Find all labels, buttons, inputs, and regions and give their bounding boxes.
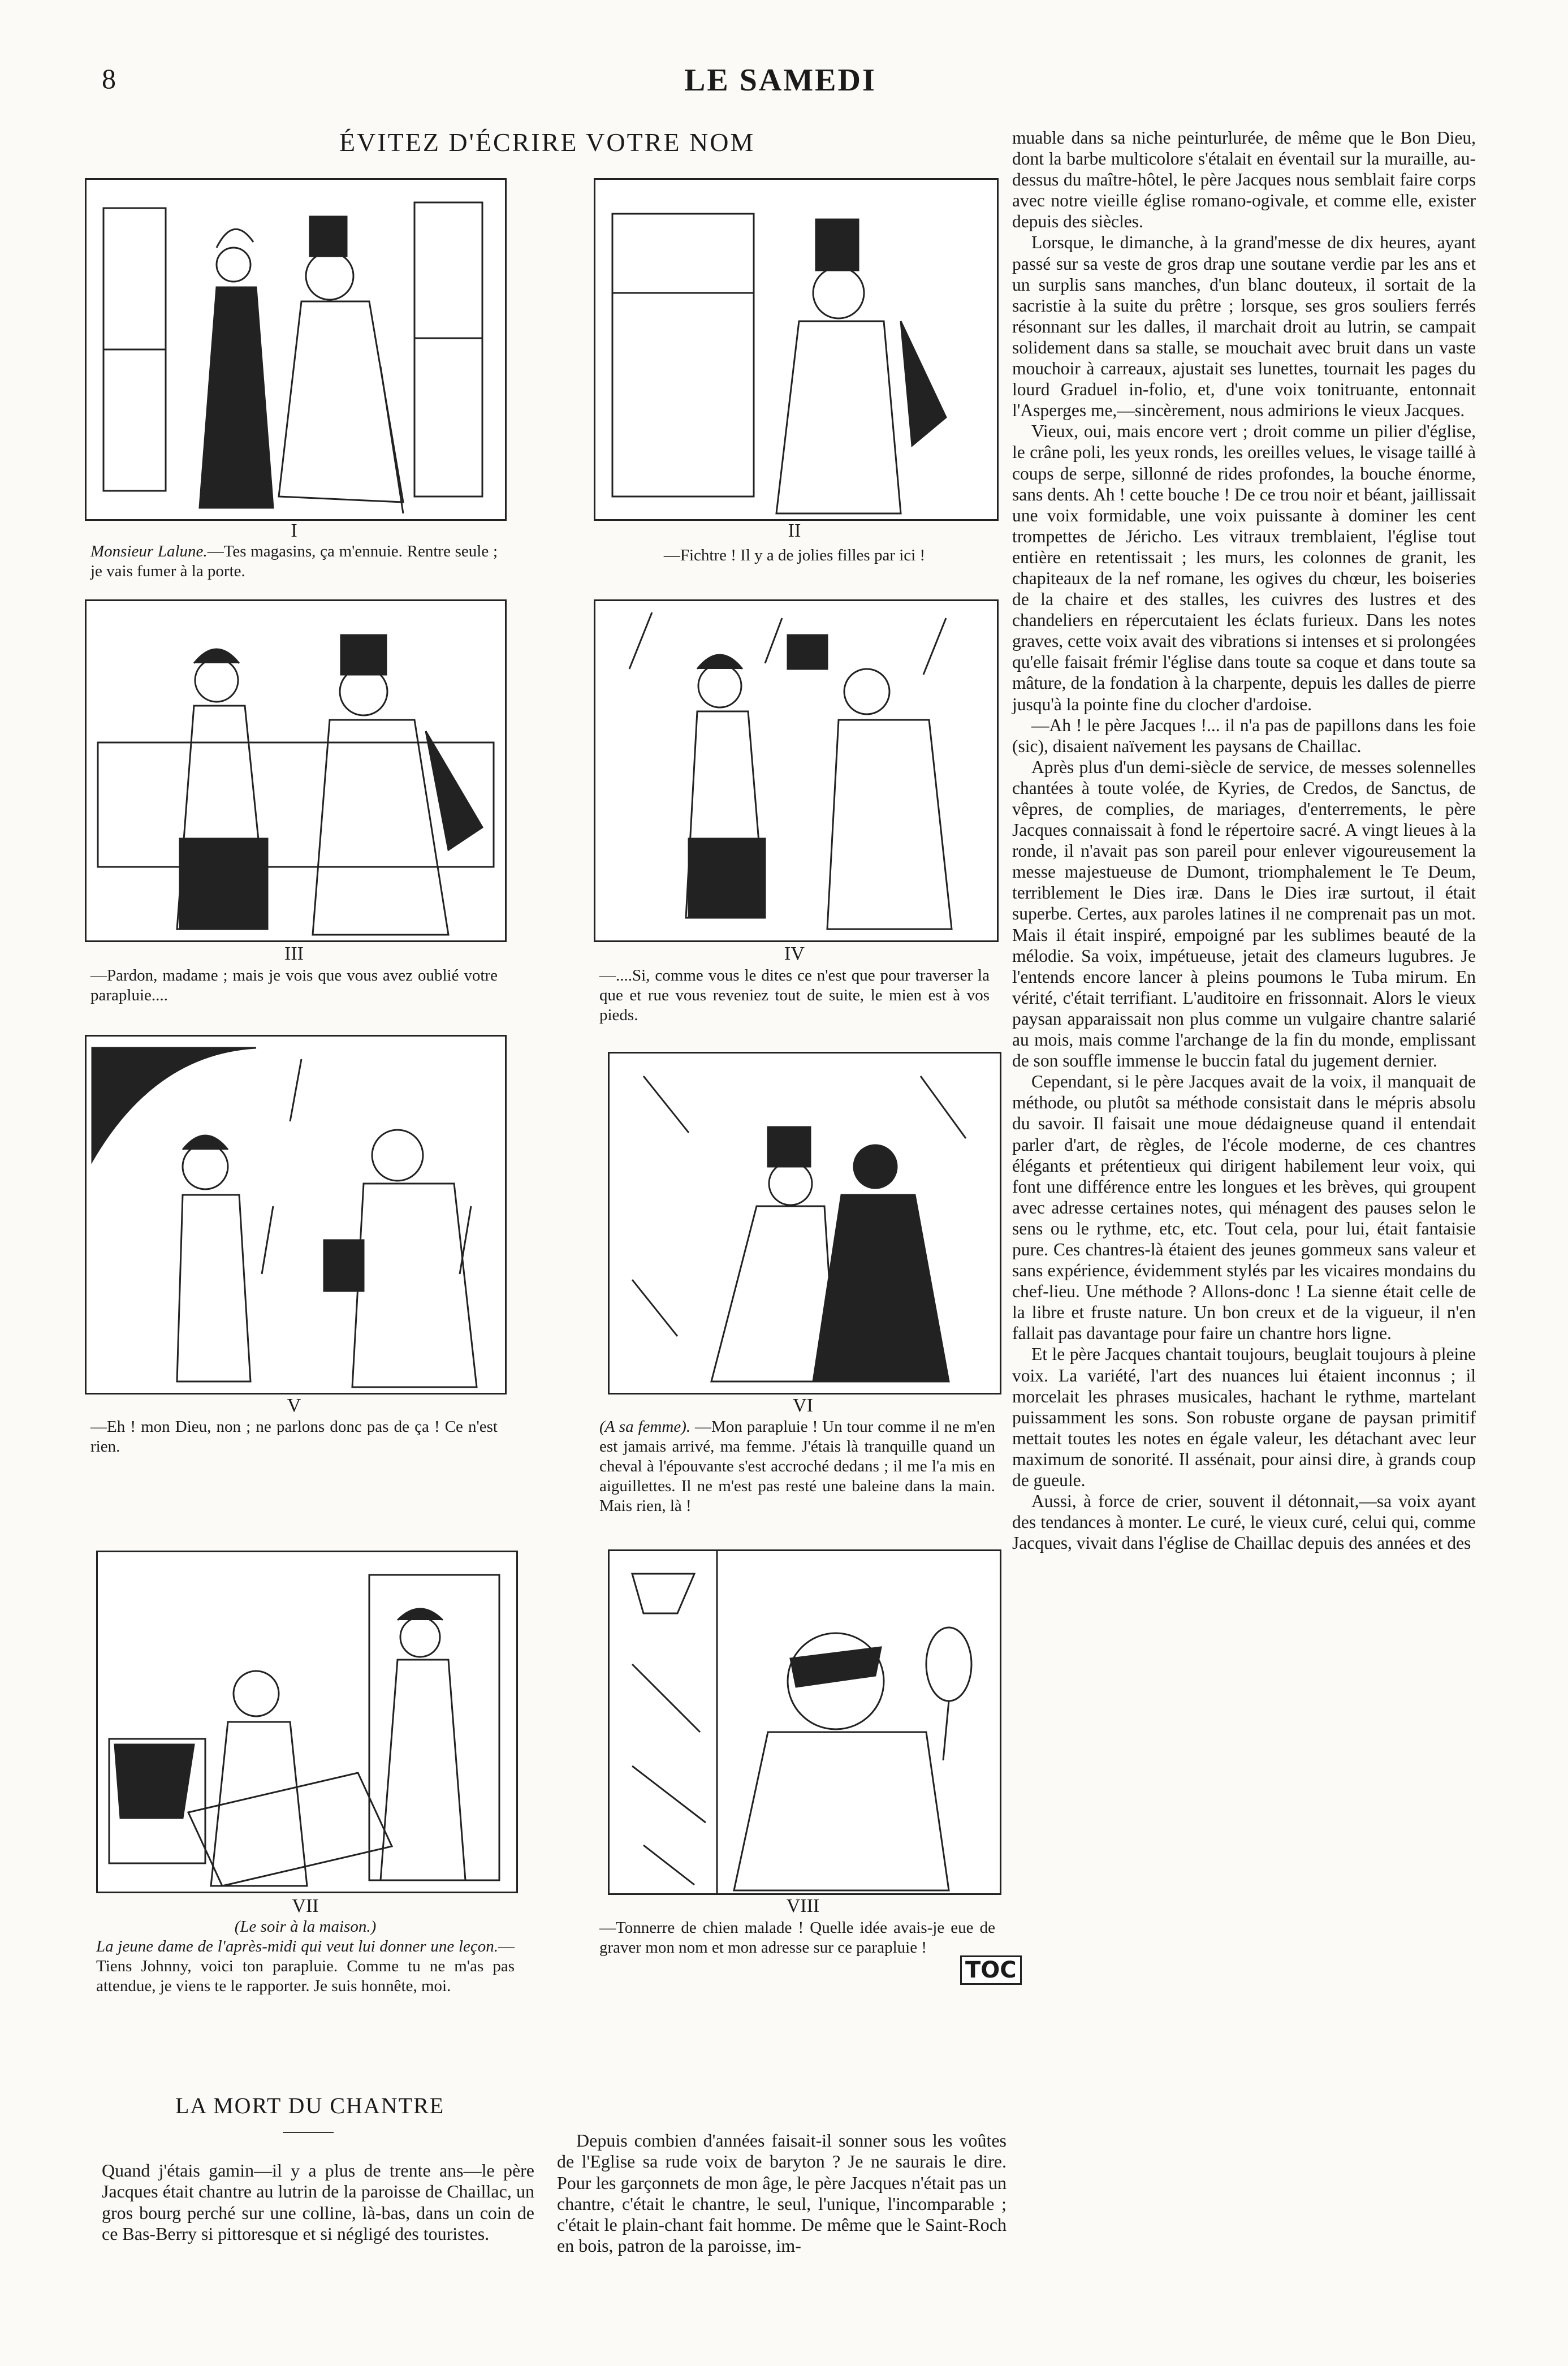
panel-caption: —Fichtre ! Il y a de jolies filles par ici ! bbox=[663, 546, 926, 564]
panel-caption: —Eh ! mon Dieu, non ; ne parlons donc pas de ça ! Ce n'est rien. bbox=[90, 1418, 498, 1456]
comic-panel-2 bbox=[594, 178, 999, 521]
illustration-street-couple bbox=[87, 180, 505, 519]
panel-numeral: I bbox=[291, 520, 297, 541]
illustration-rain-greeting bbox=[595, 601, 997, 940]
panel-numeral: VI bbox=[793, 1395, 813, 1416]
panel-caption: —Tonnerre de chien malade ! Quelle idée avais-je eue de graver mon nom et mon adresse sur ce parapluie ! bbox=[599, 1919, 995, 1957]
comic-panel-4 bbox=[594, 599, 999, 942]
article-column-2 bbox=[557, 2130, 1007, 2257]
comic-panel-1 bbox=[85, 178, 507, 521]
paragraph: —Ah ! le père Jacques !... il n'a pas de papillons dans les foie (sic), disaient naïvement les paysans de Chaillac. bbox=[1012, 715, 1476, 756]
article-column-1 bbox=[102, 2160, 534, 2244]
panel-numeral: V bbox=[287, 1395, 301, 1416]
panel-numeral: IV bbox=[784, 943, 805, 964]
artist-signature: TOC bbox=[960, 1955, 1022, 1985]
caption-speaker: Monsieur Lalune. bbox=[90, 542, 208, 560]
comic-panel-6 bbox=[608, 1052, 1001, 1394]
panel-caption: —....Si, comme vous le dites ce n'est que pour traverser la que et rue vous reveniez tout de suite, le mien est à vos pieds. bbox=[599, 966, 990, 1024]
panel-numeral: VIII bbox=[786, 1896, 820, 1916]
title-rule bbox=[283, 2132, 334, 2133]
paragraph: Quand j'étais gamin—il y a plus de trente ans—le père Jacques était chantre au lutrin de la paroisse de Chaillac, un gros bourg perché sur une colline, là-bas, dans un coin de ce Bas-Berry si pittoresque et si négligé des touristes. bbox=[102, 2160, 534, 2244]
comic-panel-7 bbox=[96, 1551, 518, 1893]
comic-panel-5 bbox=[85, 1035, 507, 1394]
panel-caption bbox=[90, 542, 498, 581]
journal-title: LE SAMEDI bbox=[684, 63, 876, 98]
panel-caption: —Pardon, madame ; mais je vois que vous avez oublié votre parapluie.... bbox=[90, 966, 498, 1004]
caption-text: —Tiens Johnny, voici ton parapluie. Comme tu ne m'as pas attendue, je viens te le rapporter. Je suis honnête, moi. bbox=[96, 1937, 515, 1995]
article-column-3 bbox=[1012, 127, 1476, 1553]
comic-panel-3 bbox=[85, 599, 507, 942]
panel-caption bbox=[599, 1417, 995, 1516]
panel-numeral: VII bbox=[292, 1896, 319, 1916]
paragraph: Et le père Jacques chantait toujours, beuglait toujours à pleine voix. La variété, l'art des nuances lui étaient inconnus ; il morcelait les phrases musicales, hachant le rythme, martelant puissamment les sons. Son robuste organe de paysan primitif mettait toutes les notes en égale valeur, les détachant avec leur maximum de sonorité. Il assénait, pour ainsi dire, à grands coup de gueule. bbox=[1012, 1344, 1476, 1490]
panel-numeral: III bbox=[284, 943, 304, 964]
paragraph: muable dans sa niche peinturlurée, de même que le Bon Dieu, dont la barbe multicolore s'étalait en éventail sur la muraille, au-dessus du maître-hôtel, le père Jacques nous semblait faire corps avec notre vieille église romano-ogivale, et comme elle, exister depuis des siècles. bbox=[1012, 128, 1476, 232]
paragraph: Lorsque, le dimanche, à la grand'messe de dix heures, ayant passé sur sa veste de gros drap une soutane verdie par les ans et un surplis sans manches, d'un blanc douteux, il sortait de la sacristie à la suite du prêtre ; lorsque, ses gros souliers ferrés résonnant sur les dalles, il marchait droit au lutrin, se campait solidement dans sa stalle, se mouchait avec bruit dans un vaste mouchoir à carreaux, ajustait ses lunettes, tournait les pages du lourd Graduel in-folio, et, d'une voix tonitruante, entonnait l'Asperges me,—sincèrement, nous admirions le vieux Jacques. bbox=[1012, 232, 1476, 421]
caption-speaker: (A sa femme). bbox=[599, 1418, 691, 1436]
caption-speaker: La jeune dame de l'après-midi qui veut lui donner une leçon. bbox=[96, 1937, 498, 1955]
paragraph: Depuis combien d'années faisait-il sonner sous les voûtes de l'Eglise sa rude voix de baryton ? Je ne saurais le dire. Pour les garçonnets de mon âge, le père Jacques n'était pas un chantre, c'était le chantre, le seul, l'unique, l'incomparable ; c'était le plain-chant fait homme. De même que le Saint-Roch en bois, patron de la paroisse, im- bbox=[557, 2130, 1007, 2256]
paragraph: Vieux, oui, mais encore vert ; droit comme un pilier d'église, le crâne poli, les yeux ronds, les oreilles velues, le visage taillé à coups de serpe, sillonné de rides profondes, la bouche énorme, sans dents. Ah ! cette bouche ! De ce trou noir et béant, jaillissait une voix formidable, une voix puissante à dominer les cent trompettes de Jéricho. Les vitraux tremblaient, l'église tout entière en retentissait ; les murs, les colonnes de granit, les chapiteaux de la nef romane, les ogives du chœur, les boiseries de la chaire et des stalles, les cuivres des lustres et des chandeliers en répercutaient les éclats furieux. Dans les notes graves, cette voix avait des vibrations si intenses et si prolongées qu'elle faisait frémir l'église dans toute sa coque et dans toute sa mâture, de la fondation à la charpente, depuis les dalles de pierre jusqu'à la pointe fine du clocher d'ardoise. bbox=[1012, 421, 1476, 714]
illustration-windblown-umbrella bbox=[610, 1054, 1000, 1393]
illustration-evening-at-home bbox=[98, 1552, 516, 1892]
panel-numeral: II bbox=[788, 520, 801, 541]
page-number: 8 bbox=[102, 63, 116, 94]
paragraph: Cependant, si le père Jacques avait de la voix, il manquait de méthode, ou plutôt sa méthode consistait dans le mépris absolu du savoir. Il faisait une moue dédaigneuse quand il entendait parler d'art, de règles, de l'école moderne, de ces chantres élégants et prétentieux qui dirigent habilement leur voix, qui font une différence entre les longues et les brèves, qui groupent avec adresse certaines notes, qui ménagent des pauses selon le sens ou le rythme, etc, etc. Tout cela, pour lui, était fantaisie pure. Ces chantres-là étaient des jeunes gommeux sans valeur et sans expérience, évidemment stylés par les vicaires mondains du chef-lieu. Une méthode ? Allons-donc ! La sienne était celle de la libre et fruste nature. Un bon creux et de la vigueur, il n'en fallait pas davantage pour faire un chantre hors ligne. bbox=[1012, 1072, 1476, 1344]
paragraph: Après plus d'un demi-siècle de service, de messes solennelles chantées à toute volée, de Kyries, de Credos, de Sanctus, de vêpres, de complies, de mariages, d'enterrements, le père Jacques connaissait à fond le répertoire sacré. A vingt lieues à la ronde, il n'avait pas son pareil pour enlever vigoureusement la messe majestueuse de Dumont, triomphalement le Te Deum, terriblement le Dies iræ. Dans le Dies iræ surtout, il était superbe. Certes, aux paroles latines il ne comprenait pas un mot. Mais il était inspiré, empoigné par les sublimes beauté de la mélodie. Sa voix, impétueuse, jetait des clameurs lugubres. Je l'entends encore lancer à pleins poumons le Tuba mirum. En vérité, c'était terrifiant. L'auditoire en frissonnait. Alors le vieux paysan apparaissait non plus comme un vulgaire chantre salarié au mois, mais comme l'archange de la fin du monde, emplissant de son souffle immense le buccin fatal du jugement dernier. bbox=[1012, 757, 1476, 1071]
illustration-gentleman-umbrella bbox=[595, 180, 997, 519]
comic-panel-8 bbox=[608, 1549, 1001, 1895]
illustration-forgotten-umbrella bbox=[87, 601, 505, 940]
panel-caption bbox=[96, 1917, 515, 1996]
caption-text: —Tes magasins, ça m'ennuie. Rentre seule ; je vais fumer à la porte. bbox=[90, 542, 498, 580]
paragraph: Aussi, à force de crier, souvent il détonnait,—sa voix ayant des tendances à monter. Le curé, le vieux curé, celui qui, comme Jacques, vivait dans l'église de Chaillac depuis des années et des bbox=[1012, 1491, 1476, 1553]
illustration-broken-umbrella bbox=[610, 1551, 1000, 1893]
caption-scene: (Le soir à la maison.) bbox=[234, 1918, 377, 1936]
caption-text: —Mon parapluie ! Un tour comme il ne m'en est jamais arrivé, ma femme. J'étais là tranquille quand un cheval à l'épouvante s'est accroché dedans ; il me l'a mis en aiguillettes. Il ne m'est pas resté une baleine dans la main. Mais rien, là ! bbox=[599, 1418, 996, 1515]
article-title: LA MORT DU CHANTRE bbox=[175, 2093, 445, 2118]
illustration-lady-with-umbrella bbox=[87, 1037, 505, 1393]
comic-title: ÉVITEZ D'ÉCRIRE VOTRE NOM bbox=[339, 128, 755, 157]
